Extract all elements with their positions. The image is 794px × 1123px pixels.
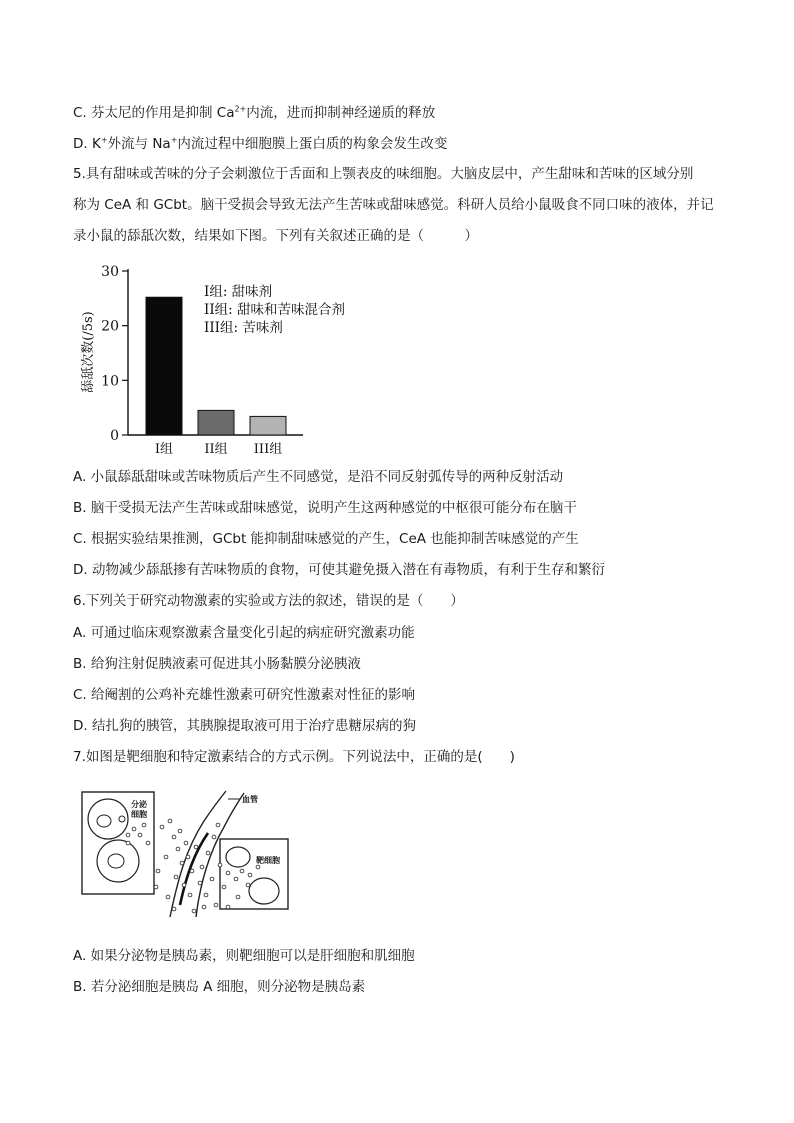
hormone-dot [204,893,208,897]
hormone-dot [188,893,192,897]
y-axis-label: 舔舐次数(/5s) [81,311,96,393]
target-cell-1 [226,847,250,867]
hormone-dot [182,883,186,887]
hormone-dot [222,885,226,889]
x-tick-label-3: III组 [253,442,283,455]
hormone-dot [212,835,216,839]
bar-3 [250,416,286,435]
option-7a: A. 如果分泌物是胰岛素，则靶细胞可以是肝细胞和肌细胞 [73,948,415,964]
hormone-dot [186,855,190,859]
option-6a: A. 可通过临床观察激素含量变化引起的病症研究激素功能 [73,625,415,641]
hormone-dot [146,841,150,845]
y-tick-label-0: 0 [110,428,119,444]
vessel-label: 血管 [242,795,258,804]
hormone-dot [256,865,260,869]
target-cell-diagram [78,787,293,922]
vesicle [119,816,125,822]
hormone-dot [192,909,196,913]
question-5-line-3: 录小鼠的舔舐次数，结果如下图。下列有关叙述正确的是（ ） [73,228,478,244]
hormone-dot [154,885,158,889]
legend-entry-1: I组: 甜味剂 [204,284,273,300]
hormone-dot [240,869,244,873]
hormone-dot [168,819,172,823]
hormone-dot [172,835,176,839]
nucleus-1 [97,815,111,827]
hormone-dot [248,873,252,877]
hormone-dot [160,825,164,829]
option-5d: D. 动物减少舔舐掺有苦味物质的食物，可使其避免摄入潜在有毒物质，有利于生存和繁衍 [73,562,605,578]
hormone-dot [226,905,230,909]
option-4d: D. K+外流与 Na+内流过程中细胞膜上蛋白质的构象会发生改变 [73,135,448,152]
question-7: 7.如图是靶细胞和特定激素结合的方式示例。下列说法中，正确的是( ) [73,749,515,765]
option-7b: B. 若分泌细胞是胰岛 A 细胞，则分泌物是胰岛素 [73,979,366,995]
bar-1 [146,297,182,435]
option-5b: B. 脑干受损无法产生苦味或甜味感觉，说明产生这两种感觉的中枢很可能分布在脑干 [73,500,577,516]
option-6c: C. 给阉割的公鸡补充雄性激素可研究性激素对性征的影响 [73,687,416,703]
hormone-dot [142,823,146,827]
hormone-dot [194,845,198,849]
y-tick-label-10: 10 [101,373,119,390]
question-5-line-1: 5.具有甜味或苦味的分子会刺激位于舌面和上颚表皮的味细胞。大脑皮层中，产生甜味和苦味的区域分别 [73,166,694,182]
hormone-dot [126,841,130,845]
hormone-dot [184,841,188,845]
legend-entry-2: II组: 甜味和苦味混合剂 [204,302,346,318]
option-5c: C. 根据实验结果推测，GCbt 能抑制甜味感觉的产生，CeA 也能抑制苦味感觉的产生 [73,531,579,547]
x-tick-label-2: II组 [204,442,228,455]
target-cell-2 [249,878,279,904]
question-6: 6.下列关于研究动物激素的实验或方法的叙述，错误的是（ ） [73,593,464,609]
hormone-dot [164,855,168,859]
legend-entry-3: III组: 苦味剂 [204,320,283,336]
hormone-dot [210,877,214,881]
hormone-dot [198,881,202,885]
hormone-dot [126,833,130,837]
hormone-dot [206,851,210,855]
vessel-wall-left [170,791,226,917]
hormone-dot [218,863,222,867]
option-4c: C. 芬太尼的作用是抑制 $Ca^{2+}$内流，进而抑制神经递质的释放 [73,104,436,121]
hormone-dot [156,869,160,873]
option-5a: A. 小鼠舔舐甜味或苦味物质后产生不同感觉，是沿不同反射弧传导的两种反射活动 [73,469,564,485]
hormone-dot [174,875,178,879]
hormone-dot [202,905,206,909]
option-6d: D. 结扎狗的胰管，其胰腺提取液可用于治疗患糖尿病的狗 [73,718,416,734]
y-tick-label-20: 20 [101,318,119,335]
hormone-dot [172,907,176,911]
hormone-dot [190,869,194,873]
option-6b: B. 给狗注射促胰液素可促进其小肠黏膜分泌胰液 [73,656,361,672]
target-cell-label: 靶细胞 [256,856,280,865]
y-tick-label-30: 30 [101,264,119,280]
bar-2 [198,410,234,435]
hormone-dot [180,861,184,865]
hormone-dot [178,829,182,833]
hormone-dot [166,895,170,899]
x-tick-label-1: I组 [154,442,174,455]
hormone-dot [236,895,240,899]
hormone-dot [138,833,142,837]
hormone-dot [176,847,180,851]
hormone-dot [132,827,136,831]
hormone-dot [216,823,220,827]
secretory-cell-label-2: 细胞 [131,810,147,819]
nucleus-2 [108,854,124,868]
hormone-dot [234,877,238,881]
secretory-cell-label-1: 分泌 [131,800,147,809]
lick-count-bar-chart [78,255,378,455]
hormone-dot [226,871,230,875]
hormone-dot [246,883,250,887]
question-5-line-2: 称为 CeA 和 GCbt。脑干受损会导致无法产生苦味或甜味感觉。科研人员给小鼠吸食不同口味的液体，并记 [73,197,714,213]
hormone-dot [200,865,204,869]
hormone-dot [214,903,218,907]
